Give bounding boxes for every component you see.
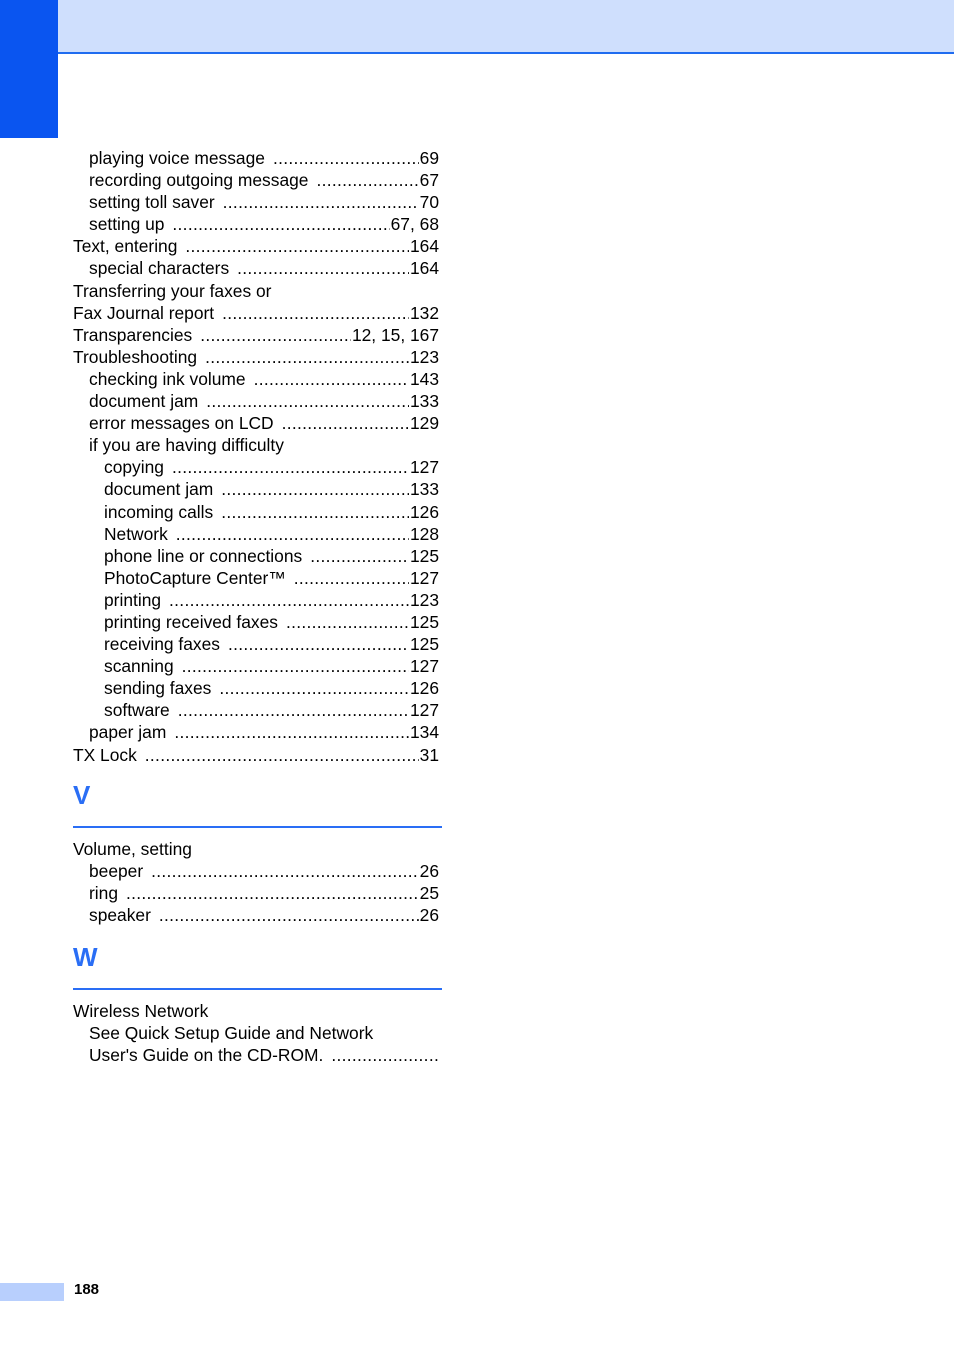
index-page-ref: 134 (409, 722, 439, 743)
index-page-ref: 70 (419, 192, 439, 213)
index-term: if you are having difficulty (89, 435, 284, 456)
index-entry (73, 368, 439, 390)
index-term: Fax Journal report (73, 302, 215, 323)
section-header-v (73, 772, 439, 828)
index-entry (73, 324, 439, 346)
section-header-w (73, 934, 439, 990)
index-page-ref: 133 (409, 391, 439, 412)
index-term: TX Lock (73, 744, 137, 765)
index-page-ref: 31 (419, 744, 439, 765)
index-entry (73, 860, 439, 882)
index-page-ref: 128 (409, 523, 439, 544)
index-page-ref: 67, 68 (390, 214, 439, 235)
dot-leader (221, 478, 409, 500)
dot-leader (200, 324, 351, 346)
index-entry (73, 523, 439, 545)
index-entry (73, 1000, 439, 1022)
index-entry (73, 699, 439, 721)
index-page-ref: 127 (409, 457, 439, 478)
index-page-ref: 132 (409, 302, 439, 323)
index-term: printing received faxes (104, 611, 278, 632)
index-term: Network (104, 523, 168, 544)
index-page-ref: 123 (409, 589, 439, 610)
index-page-ref: 164 (409, 258, 439, 279)
index-entry (73, 567, 439, 589)
dot-leader (294, 567, 409, 589)
index-entry (73, 191, 439, 213)
index-entry (73, 257, 439, 279)
dot-leader (172, 456, 409, 478)
index-entry (73, 456, 439, 478)
index-entry (73, 434, 439, 456)
chapter-tab-block (0, 0, 58, 138)
index-term: error messages on LCD (89, 413, 274, 434)
header-band (58, 0, 954, 54)
section-divider-w (73, 988, 442, 990)
index-entry (73, 838, 439, 860)
index-entry (73, 169, 439, 191)
index-page-ref: 25 (419, 882, 439, 903)
dot-leader (159, 904, 419, 926)
index-term: Volume, setting (73, 838, 192, 859)
index-page-ref: 126 (409, 501, 439, 522)
index-entry (73, 478, 439, 500)
index-term: phone line or connections (104, 545, 303, 566)
page-number-tab (0, 1283, 64, 1301)
index-entry (73, 501, 439, 523)
index-term: PhotoCapture Center™ (104, 567, 286, 588)
dot-leader (254, 368, 409, 390)
index-term: special characters (89, 258, 230, 279)
index-entry (73, 611, 439, 633)
dot-leader (273, 147, 419, 169)
dot-leader (169, 589, 409, 611)
dot-leader (145, 744, 419, 766)
index-page-ref: 26 (419, 904, 439, 925)
dot-leader (222, 302, 409, 324)
index-term: Transparencies (73, 324, 193, 345)
index-entry (73, 390, 439, 412)
index-page-ref: 125 (409, 611, 439, 632)
dot-leader (237, 257, 409, 279)
index-entry (73, 412, 439, 434)
section-letter-w: W (73, 942, 98, 972)
index-page-ref: 133 (409, 479, 439, 500)
index-term: checking ink volume (89, 368, 246, 389)
section-divider-v (73, 826, 442, 828)
index-list-v (73, 838, 439, 926)
index-page-ref: 127 (409, 567, 439, 588)
index-term: See Quick Setup Guide and Network (89, 1023, 374, 1044)
index-term: Troubleshooting (73, 346, 198, 367)
index-term: Transferring your faxes or (73, 280, 272, 301)
index-term: receiving faxes (104, 634, 220, 655)
index-column (73, 147, 439, 1066)
index-page-ref: 164 (409, 236, 439, 257)
index-page-ref: 127 (409, 700, 439, 721)
index-list-t (73, 147, 439, 766)
index-entry (73, 302, 439, 324)
index-entry (73, 213, 439, 235)
index-term: document jam (89, 391, 199, 412)
dot-leader (126, 882, 419, 904)
index-term: incoming calls (104, 501, 214, 522)
dot-leader (310, 545, 409, 567)
dot-leader (286, 611, 409, 633)
index-term: Wireless Network (73, 1001, 209, 1021)
index-term: Text, entering (73, 236, 178, 257)
index-term: copying (104, 457, 164, 478)
dot-leader (228, 633, 409, 655)
index-entry (73, 655, 439, 677)
dot-leader (178, 699, 409, 721)
index-term: paper jam (89, 722, 167, 743)
dot-leader (172, 213, 389, 235)
dot-leader (223, 191, 419, 213)
index-entry (73, 882, 439, 904)
dot-leader (206, 390, 409, 412)
index-term: software (104, 700, 170, 721)
dot-leader (205, 346, 409, 368)
dot-leader (182, 655, 409, 677)
dot-leader (174, 721, 409, 743)
index-entry (73, 545, 439, 567)
index-term: setting toll saver (89, 192, 215, 213)
dot-leader (316, 169, 418, 191)
index-entry (73, 147, 439, 169)
index-page-ref: 125 (409, 545, 439, 566)
dot-leader (176, 523, 409, 545)
index-page-ref: 129 (409, 413, 439, 434)
index-page-ref: 67 (419, 170, 439, 191)
index-page-ref: 26 (419, 860, 439, 881)
index-term: document jam (104, 479, 214, 500)
index-term: playing voice message (89, 148, 265, 168)
index-list-w (73, 1000, 439, 1066)
index-page-ref: 127 (409, 656, 439, 677)
index-page-ref: 69 (419, 148, 439, 168)
index-entry (73, 235, 439, 257)
index-page-ref: 126 (409, 678, 439, 699)
index-term: setting up (89, 214, 165, 235)
index-entry (73, 677, 439, 699)
index-entry (73, 904, 439, 926)
index-entry (73, 721, 439, 743)
index-term: ring (89, 882, 118, 903)
dot-leader (282, 412, 409, 434)
page-number: 188 (74, 1281, 100, 1298)
section-letter-v: V (73, 779, 91, 810)
index-term: speaker (89, 904, 151, 925)
index-entry (73, 280, 439, 302)
index-page-ref: 143 (409, 368, 439, 389)
index-term: beeper (89, 860, 144, 881)
index-entry (73, 589, 439, 611)
index-term: User's Guide on the CD-ROM. (89, 1045, 324, 1066)
index-term: scanning (104, 656, 174, 677)
index-entry (73, 346, 439, 368)
dot-leader (331, 1044, 438, 1066)
index-entry (73, 1044, 439, 1066)
index-page-ref: 125 (409, 634, 439, 655)
index-term: recording outgoing message (89, 170, 309, 191)
index-page-ref: 123 (409, 346, 439, 367)
dot-leader (151, 860, 419, 882)
index-term: sending faxes (104, 678, 212, 699)
dot-leader (185, 235, 409, 257)
index-term: printing (104, 589, 162, 610)
index-entry (73, 633, 439, 655)
dot-leader (221, 501, 409, 523)
index-entry (73, 1022, 439, 1044)
index-entry (73, 744, 439, 766)
dot-leader (219, 677, 409, 699)
index-page-ref: 12, 15, 167 (351, 324, 439, 345)
